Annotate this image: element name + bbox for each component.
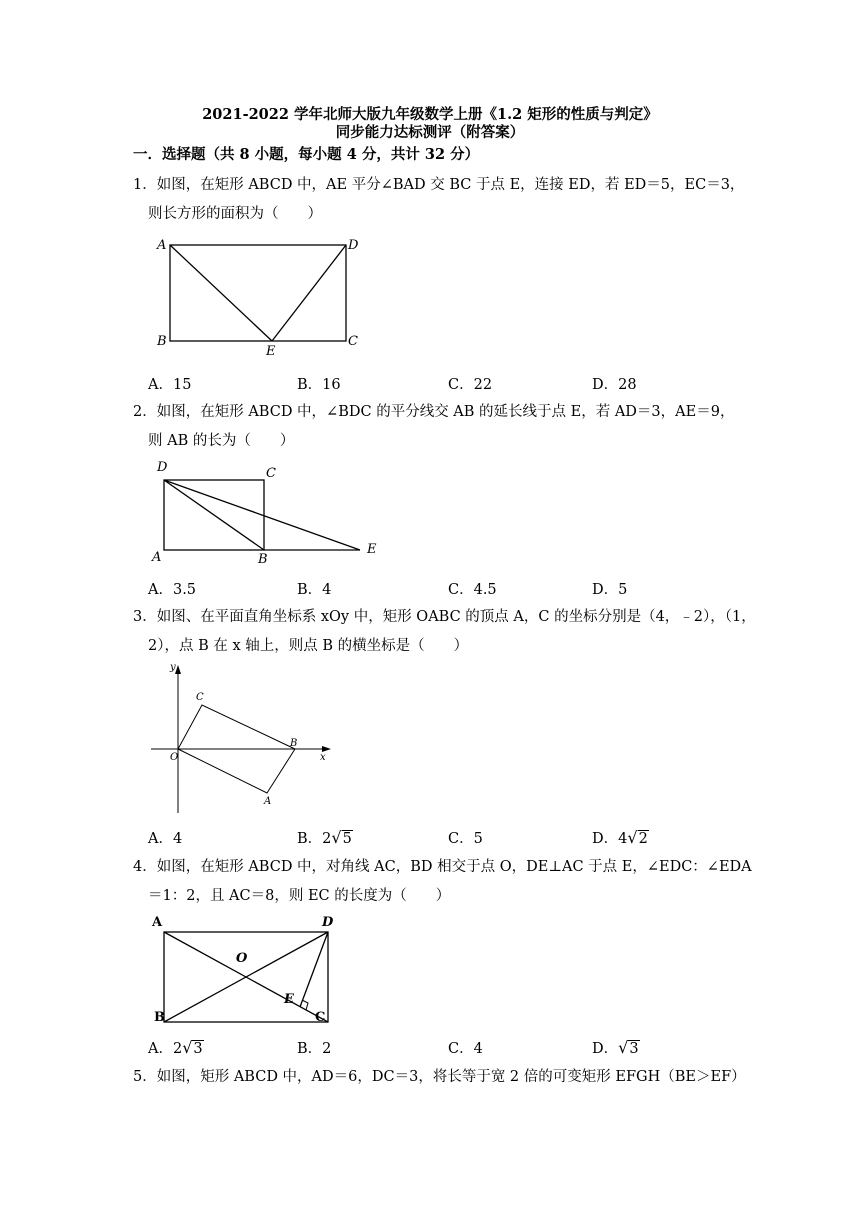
q4-segment-de [300, 932, 328, 1007]
q4-option-d-prefix: D． [592, 1041, 619, 1057]
q1-option-d[interactable]: D．28 [592, 377, 637, 393]
q3-option-a[interactable] [148, 827, 182, 848]
q3-option-b-radicand: 5 [342, 831, 352, 847]
q2-diagonal-db [164, 480, 264, 550]
q2-option-d[interactable]: D．5 [592, 582, 628, 598]
q2-label-c: C [266, 466, 276, 481]
q4-label-d: D [322, 915, 334, 930]
q3-option-d[interactable] [592, 827, 649, 848]
q4-figure [150, 920, 360, 1030]
q4-label-b: B [154, 1010, 165, 1025]
q4-option-d-radicand: 3 [629, 1041, 639, 1057]
document-title-line1: 2021-2022 学年北师大版九年级数学上册《1.2 矩形的性质与判定》 [202, 106, 658, 123]
q1-label-b: B [157, 334, 167, 349]
q3-stem-line1: 3．如图、在平面直角坐标系 xOy 中，矩形 OABC 的顶点 A，C 的坐标分别是（4，﹣2），（1， [133, 609, 756, 625]
q2-label-d: D [157, 460, 168, 475]
q2-option-b[interactable]: B．4 [297, 582, 332, 598]
q1-label-c: C [348, 334, 358, 349]
q2-label-a: A [152, 550, 162, 565]
q2-label-e: E [367, 542, 377, 557]
q2-segment-de [164, 480, 360, 550]
q1-stem-line2: 则长方形的面积为（ ） [148, 206, 322, 222]
document-title-line2: 同步能力达标测评（附答案） [335, 124, 525, 141]
sqrt-symbol: √ [182, 1038, 193, 1057]
q4-option-c-text: C．4 [448, 1041, 483, 1057]
sqrt-symbol: √ [618, 1038, 629, 1057]
q4-option-a[interactable] [148, 1037, 204, 1058]
sqrt-symbol: √ [331, 828, 342, 847]
q3-option-d-coef: 4 [618, 831, 628, 847]
q1-option-c[interactable]: C．22 [448, 377, 493, 393]
q3-label-o: O [170, 752, 179, 763]
q3-option-b-prefix: B． [297, 831, 323, 847]
q3-label-y: y [170, 662, 176, 673]
q3-label-x: x [320, 752, 326, 763]
q2-figure [155, 470, 375, 560]
q4-option-b-text: B．2 [297, 1041, 332, 1057]
q1-label-e: E [266, 344, 276, 359]
q1-stem-line1: 1．如图，在矩形 ABCD 中，AE 平分∠BAD 交 BC 于点 E，连接 ED，若 ED＝5，EC＝3， [133, 177, 745, 193]
q3-label-c: C [196, 692, 204, 703]
q4-option-c[interactable] [448, 1037, 483, 1058]
q4-label-c: C [315, 1010, 326, 1025]
q1-rectangle [170, 245, 346, 341]
q1-segment-ae [170, 245, 272, 341]
q3-figure [145, 663, 345, 823]
q2-stem-line1: 2．如图，在矩形 ABCD 中，∠BDC 的平分线交 AB 的延长线于点 E，若 AD＝3，AE＝9， [133, 404, 735, 420]
q4-stem-line2: ＝1：2，且 AC＝8，则 EC 的长度为（ ） [148, 888, 451, 904]
q4-option-a-radicand: 3 [193, 1041, 203, 1057]
q3-option-d-prefix: D． [592, 831, 619, 847]
q3-option-d-radicand: 2 [638, 831, 648, 847]
q3-option-b[interactable] [297, 827, 353, 848]
q3-option-a-text: A．4 [148, 831, 183, 847]
q2-label-b: B [258, 552, 268, 567]
q3-label-a: A [264, 796, 272, 807]
q4-option-b[interactable] [297, 1037, 331, 1058]
q1-option-a[interactable]: A．15 [148, 377, 192, 393]
q2-stem-line2: 则 AB 的长为（ ） [148, 433, 295, 449]
q4-label-o: O [236, 951, 248, 966]
q1-figure [150, 235, 380, 365]
q3-option-b-coef: 2 [322, 831, 332, 847]
q1-option-b[interactable]: B．16 [297, 377, 341, 393]
section-heading: 一．选择题（共 8 小题，每小题 4 分，共计 32 分） [133, 146, 480, 163]
q2-option-c[interactable]: C．4.5 [448, 582, 497, 598]
sqrt-symbol: √ [627, 828, 638, 847]
q3-option-c-text: C．5 [448, 831, 483, 847]
q1-label-a: A [157, 238, 167, 253]
q4-option-a-coef: 2 [172, 1041, 183, 1057]
q4-label-a: A [152, 915, 163, 930]
q4-stem-line1: 4．如图，在矩形 ABCD 中，对角线 AC，BD 相交于点 O，DE⊥AC 于点 E，∠EDC：∠EDA [133, 859, 752, 875]
q3-option-c[interactable] [448, 827, 483, 848]
q3-stem-line2: 2），点 B 在 x 轴上，则点 B 的横坐标是（ ） [148, 638, 469, 654]
q5-stem-line1: 5．如图，矩形 ABCD 中，AD＝6，DC＝3，将长等于宽 2 倍的可变矩形 EFGH（BE＞EF） [133, 1069, 746, 1085]
q1-label-d: D [348, 238, 359, 253]
q1-segment-ed [272, 245, 346, 341]
q4-label-e: E [284, 992, 294, 1007]
q3-label-b: B [290, 738, 298, 749]
q2-option-a[interactable]: A．3.5 [148, 582, 197, 598]
q4-option-d[interactable] [592, 1037, 640, 1058]
q4-option-a-prefix: A． [148, 1041, 173, 1057]
